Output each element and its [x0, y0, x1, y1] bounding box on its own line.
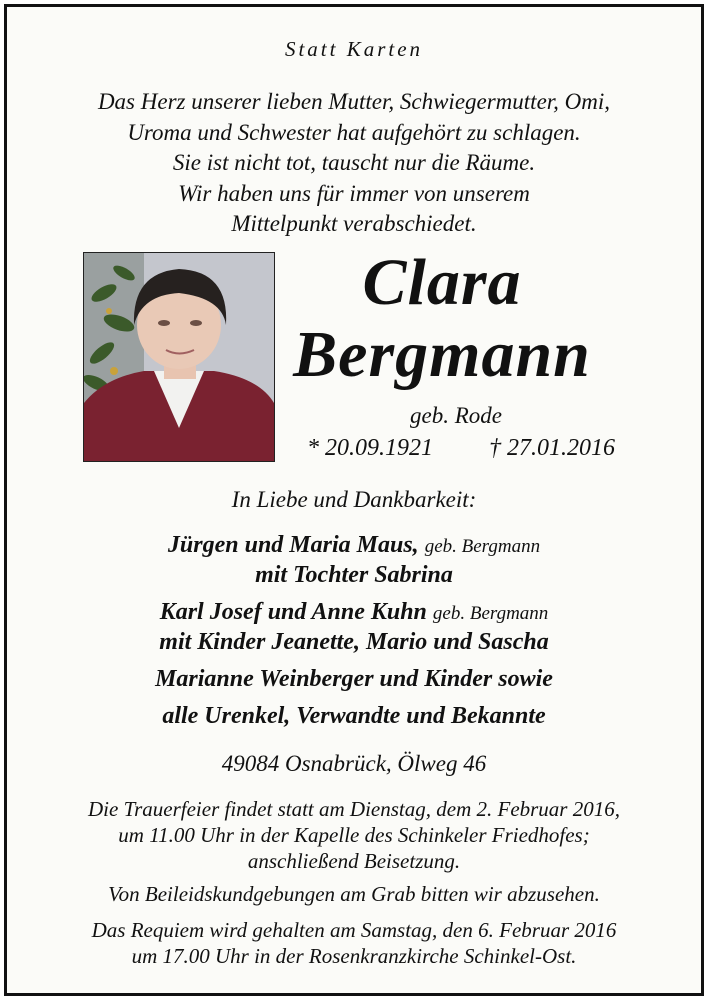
address: 49084 Osnabrück, Ölweg 46 — [221, 751, 487, 776]
statt-karten: Statt Karten — [284, 37, 424, 61]
mourner-line: mit Tochter Sabrina — [255, 562, 453, 588]
mourner-note: geb. Bergmann — [424, 536, 541, 557]
notice-line: um 17.00 Uhr in der Rosenkranzkirche Schinkel-Ost. — [131, 944, 577, 968]
last-name: Bergmann — [293, 318, 591, 391]
mourner-line — [7, 599, 701, 626]
mourner-name: Karl Josef und Anne Kuhn — [159, 599, 427, 625]
death-date: † 27.01.2016 — [489, 435, 615, 461]
notice-line: um 11.00 Uhr in der Kapelle des Schinkeler Friedhofes; — [118, 823, 590, 847]
mourner-line: alle Urenkel, Verwandte und Bekannte — [162, 703, 546, 729]
poem-line: Wir haben uns für immer von unserem — [178, 180, 530, 206]
condolence-notice: Von Beileidskundgebungen am Grab bitten wir abzusehen. — [108, 882, 600, 906]
birth-date: * 20.09.1921 — [307, 435, 433, 461]
poem-line: Uroma und Schwester hat aufgehört zu schlagen. — [127, 119, 581, 145]
notice-line: Das Requiem wird gehalten am Samstag, den 6. Februar 2016 — [91, 918, 617, 942]
mourner-line: mit Kinder Jeanette, Mario und Sascha — [159, 629, 549, 655]
maiden-name: geb. Rode — [410, 403, 502, 428]
portrait-image — [84, 253, 274, 461]
funeral-notice — [7, 796, 701, 874]
mourner-name: Jürgen und Maria Maus, — [167, 532, 419, 558]
notice-line: anschließend Beisetzung. — [247, 849, 461, 873]
first-name: Clara — [362, 246, 522, 319]
notice-line: Die Trauerfeier findet statt am Dienstag, dem 2. Februar 2016, — [88, 797, 620, 821]
portrait-photo — [83, 252, 275, 462]
poem — [7, 87, 701, 240]
requiem-notice — [7, 917, 701, 969]
poem-line: Das Herz unserer lieben Mutter, Schwiegermutter, Omi, — [97, 89, 611, 114]
obituary-card — [4, 4, 704, 996]
poem-line: Mittelpunkt verabschiedet. — [231, 211, 477, 236]
mourner-line — [7, 532, 701, 559]
poem-line: Sie ist nicht tot, tauscht nur die Räume. — [172, 150, 536, 175]
mourner-note: geb. Bergmann — [432, 603, 549, 624]
mourner-line: Marianne Weinberger und Kinder sowie — [155, 666, 553, 692]
mourners-intro: In Liebe und Dankbarkeit: — [231, 487, 477, 512]
